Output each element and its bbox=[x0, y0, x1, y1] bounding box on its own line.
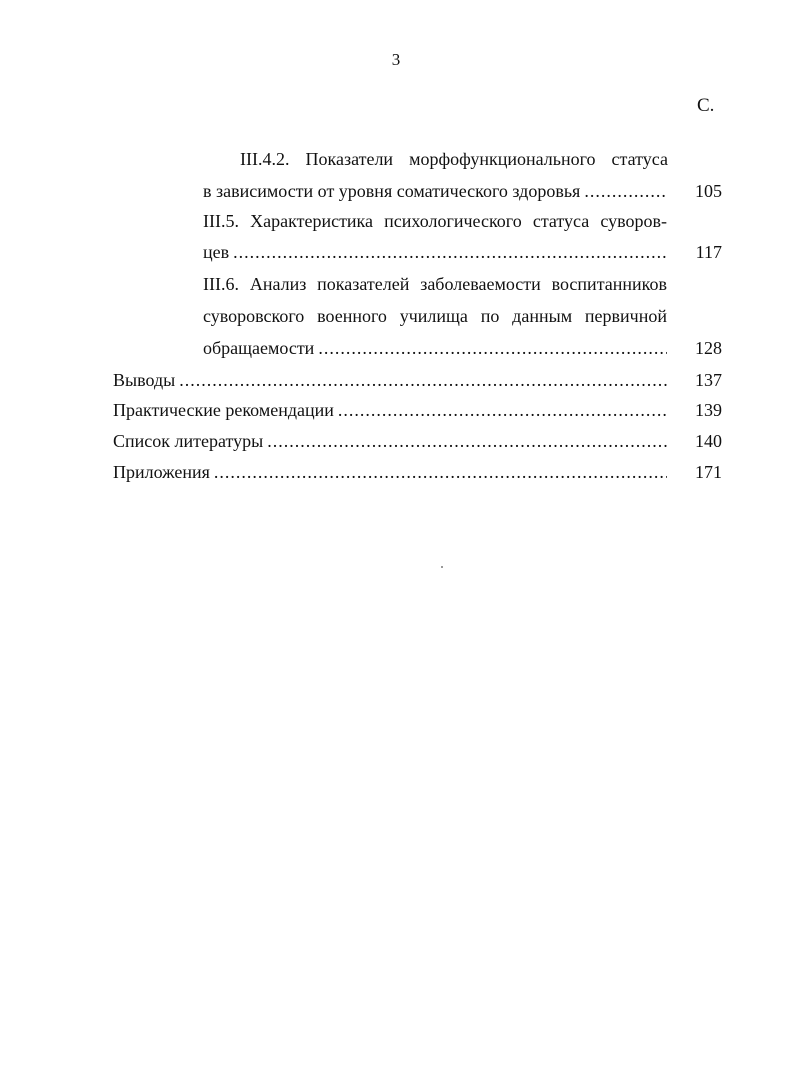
toc-entry-3-4-2-text: в зависимости от уровня соматического здоровья bbox=[203, 181, 581, 201]
toc-entry-conclusions-label: Выводы bbox=[113, 370, 176, 390]
toc-entry-3-6-line-2: суворовского военного училища по данным первичной bbox=[203, 306, 667, 326]
toc-entry-3-5-text: цев bbox=[203, 242, 230, 262]
toc-entry-3-5-page: 117 bbox=[695, 242, 722, 262]
toc-entry-conclusions-page: 137 bbox=[695, 370, 722, 390]
dot-leader bbox=[233, 241, 667, 263]
dot-leader bbox=[584, 180, 667, 202]
toc-entry-appendices bbox=[113, 461, 667, 483]
toc-entry-appendices-page: 171 bbox=[695, 462, 722, 482]
toc-entry-3-5-line-1: III.5. Характеристика психологического статуса суворов- bbox=[203, 211, 667, 231]
dot-leader bbox=[214, 461, 667, 483]
toc-entry-recommendations-label: Практические рекомендации bbox=[113, 400, 334, 420]
toc-entry-recommendations-page: 139 bbox=[695, 400, 722, 420]
toc-entry-recommendations bbox=[113, 399, 667, 421]
dot-leader bbox=[179, 369, 667, 391]
toc-entry-3-6-page: 128 bbox=[695, 338, 722, 358]
toc-entry-3-6-text: обращаемости bbox=[203, 338, 315, 358]
dot-leader bbox=[267, 430, 667, 452]
toc-entry-references-page: 140 bbox=[695, 431, 722, 451]
scan-speck bbox=[441, 566, 443, 568]
toc-entry-3-4-2-page: 105 bbox=[695, 181, 722, 201]
toc-entry-3-4-2-line-1: III.4.2. Показатели морфофункционального статуса bbox=[240, 149, 668, 169]
toc-entry-conclusions bbox=[113, 369, 667, 391]
toc-entry-3-4-2-line-2 bbox=[203, 180, 667, 202]
dot-leader bbox=[338, 399, 667, 421]
toc-entry-references-label: Список литературы bbox=[113, 431, 264, 451]
toc-entry-3-6-line-3 bbox=[203, 337, 667, 359]
page-column-header: С. bbox=[697, 95, 715, 116]
toc-entry-3-6-line-1: III.6. Анализ показателей заболеваемости воспитанников bbox=[203, 274, 667, 294]
toc-entry-3-5-line-2 bbox=[203, 241, 667, 263]
dot-leader bbox=[318, 337, 667, 359]
toc-entry-appendices-label: Приложения bbox=[113, 462, 210, 482]
page-number: 3 bbox=[391, 50, 401, 69]
toc-entry-references bbox=[113, 430, 667, 452]
